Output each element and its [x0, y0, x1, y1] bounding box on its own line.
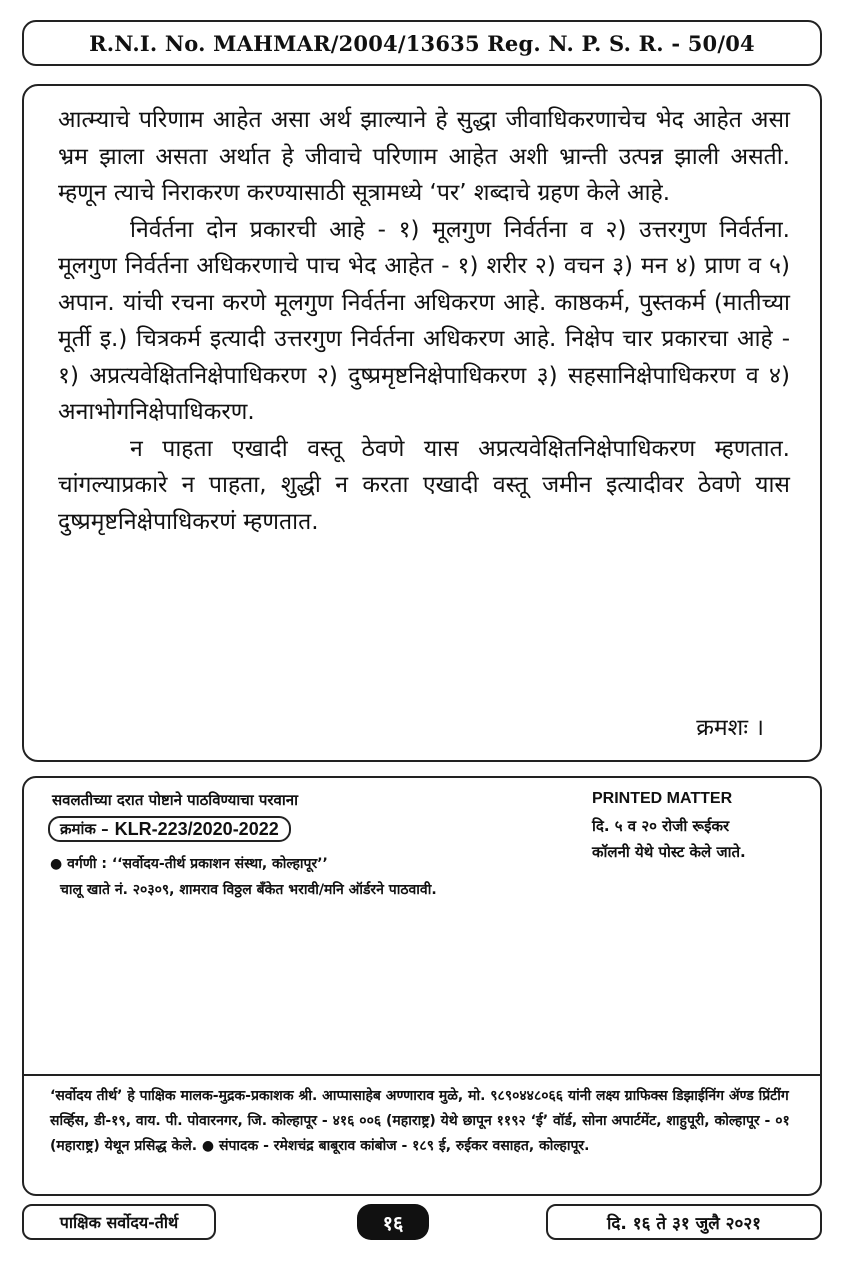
continued-marker: क्रमशः । — [696, 715, 764, 741]
bank-account-note: चालू खाते नं. २०३०९, शामराव विठ्ठल बँकेत भरावी/मनि ऑर्डरने पाठवावी. — [60, 882, 437, 898]
imprint-text: ‘सर्वोदय तीर्थ’ हे पाक्षिक मालक-मुद्रक-प्रकाशक श्री. आप्पासाहेब अण्णाराव मुळे, मो. ९८९०४४८०६६ यांनी लक्ष्य ग्राफिक्स डिझाईनिंग ॲण्ड प्रिंटींग सर्व्हिस, डी-१९, वाय. पी. पोवारनगर, जि. कोल्हापूर - ४१६ ००६ (महाराष्ट्र) येथे छापून ११९२ ‘ई’ वॉर्ड, सोना अपार्टमेंट, शाहुपूरी, कोल्हापूर - ०१ (महाराष्ट्र) येथून प्रसिद्ध केले. ● संपादक - रमेशचंद्र बाबूराव कांबोज - १८९ ई, रुईकर वसाहत, कोल्हापूर. — [50, 1088, 790, 1154]
imprint-divider — [24, 1074, 820, 1076]
subscription-note: ● वर्गणी : ‘‘सर्वोदय-तीर्थ प्रकाशन संस्था, कोल्हापूर’’ — [50, 856, 328, 872]
issue-date: दि. १६ ते ३१ जुलै २०२१ — [546, 1204, 822, 1240]
article-paragraph-2: निर्वर्तना दोन प्रकारची आहे - १) मूलगुण निर्वर्तना व २) उत्तरगुण निर्वर्तना. मूलगुण निर्वर्तना अधिकरणाचे पाच भेद आहेत - १) शरीर २) वचन ३) मन ४) प्राण व ५) अपान. यांची रचना करणे मूलगुण निर्वर्तना अधिकरण आहे. काष्ठकर्म, पुस्तकर्म (मातीच्या मूर्ती इ.) चित्रकर्म इत्यादी उत्तरगुण निर्वर्तना अधिकरण आहे. निक्षेप चार प्रकारचा आहे - १) अप्रत्यवेक्षितनिक्षेपाधिकरण २) दुष्प्रमृष्टनिक्षेपाधिकरण ३) सहसानिक्षेपाधिकरण व ४) अनाभोगनिक्षेपाधिकरण. — [58, 216, 790, 425]
article-paragraph-3: न पाहता एखादी वस्तू ठेवणे यास अप्रत्यवेक्षितनिक्षेपाधिकरण म्हणतात. चांगल्याप्रकारे न पाहता, शुद्धी न करता एखादी वस्तू जमीन इत्यादीवर ठेवणे यास दुष्प्रमृष्टनिक्षेपाधिकरणं म्हणतात. — [58, 435, 790, 535]
permit-number-badge — [48, 816, 291, 842]
publication-name: पाक्षिक सर्वोदय-तीर्थ — [22, 1204, 216, 1240]
permit-number-label: क्रमांक – — [60, 820, 109, 838]
article-body — [22, 84, 822, 762]
printed-matter-label: PRINTED MATTER — [592, 790, 733, 807]
page-number: १६ — [357, 1204, 429, 1240]
posting-schedule-line-1: दि. ५ व २० रोजी रूईकर — [592, 817, 730, 835]
posting-schedule-line-2: कॉलनी येथे पोस्ट केले जाते. — [592, 843, 746, 861]
postal-permit-title: सवलतीच्या दरात पोष्टाने पाठविण्याचा परवाना — [52, 791, 298, 809]
article-paragraph-1: आत्म्याचे परिणाम आहेत असा अर्थ झाल्याने हे सुद्धा जीवाधिकरणाचेच भेद आहेत असा भ्रम झाला असता अर्थात हे जीवाचे परिणाम आहेत अशी भ्रान्ती उत्पन्न झाली असती. म्हणून त्याचे निराकरण करण्यासाठी सूत्रामध्ये ‘पर’ शब्दाचे ग्रहण केले आहे. — [58, 107, 790, 206]
postal-info-box — [22, 776, 822, 1196]
rni-number: R.N.I. No. MAHMAR/2004/13635 Reg. N. P. S. R. - 50/04 — [89, 30, 755, 56]
registration-header — [22, 20, 822, 66]
permit-number-value: KLR-223/2020-2022 — [114, 818, 279, 839]
